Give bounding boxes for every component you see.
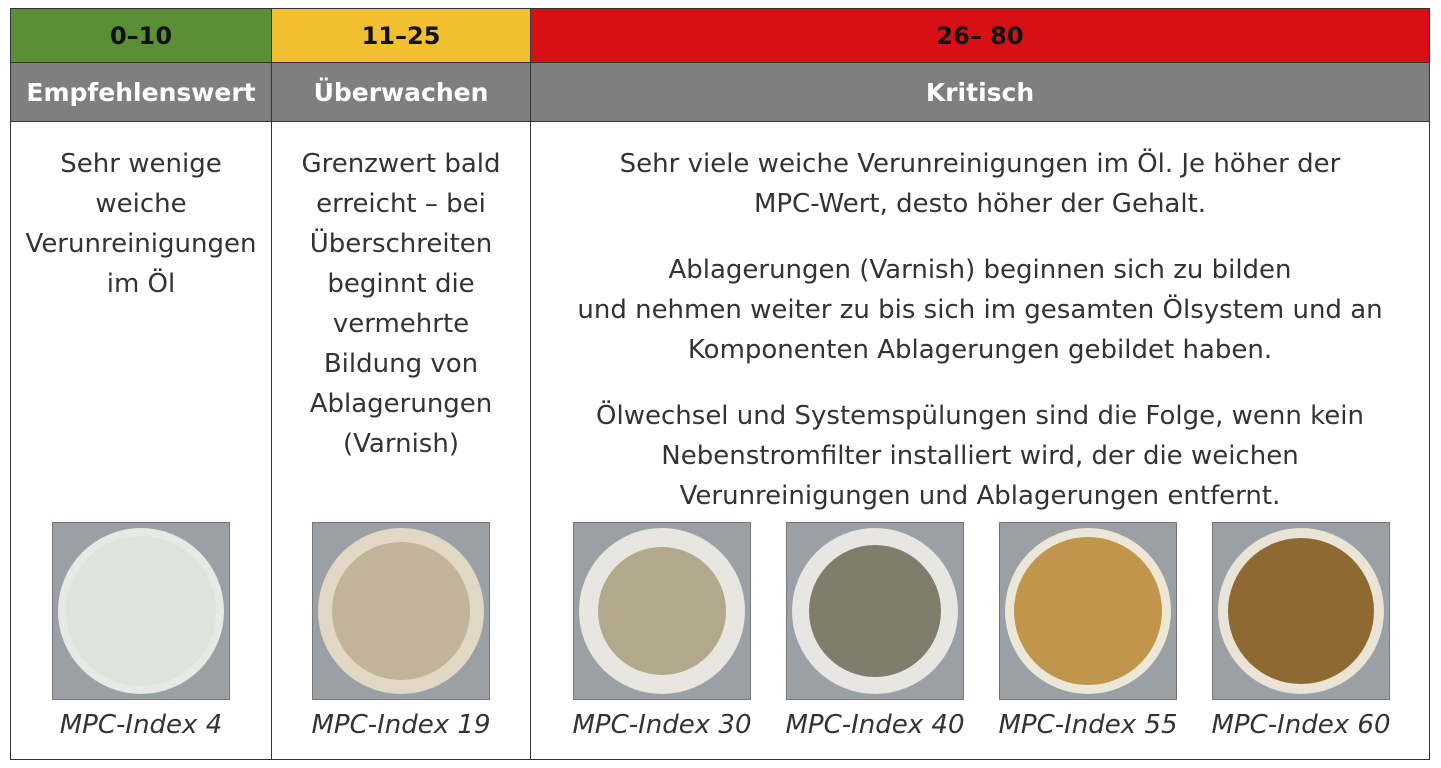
desc-paragraph	[531, 250, 1429, 370]
filter-ring	[58, 528, 224, 694]
sample-caption: MPC-Index 40	[785, 710, 965, 740]
sample-image	[312, 522, 490, 700]
desc-line: (Varnish)	[343, 429, 459, 459]
description-low	[11, 144, 271, 304]
range-row	[11, 9, 1429, 63]
desc-line: im Öl	[106, 269, 176, 299]
sample-caption: MPC-Index 19	[311, 710, 491, 740]
filter-ring	[579, 528, 745, 694]
sample-caption: MPC-Index 4	[59, 710, 223, 740]
desc-paragraph	[531, 396, 1429, 516]
range-label: 0–10	[109, 21, 173, 50]
description-mid	[272, 144, 530, 464]
sample-image	[999, 522, 1177, 700]
range-cell-high	[531, 9, 1429, 62]
status-label: Überwachen	[313, 77, 489, 107]
filter-ring	[1218, 528, 1384, 694]
desc-line: und nehmen weiter zu bis sich im gesamten Ölsystem und an	[577, 295, 1383, 325]
desc-line: Grenzwert bald	[301, 149, 501, 179]
body-cell-low	[11, 122, 272, 759]
mpc-index-table	[10, 8, 1430, 760]
filter-disc	[66, 536, 216, 686]
status-label: Empfehlenswert	[26, 77, 256, 107]
filter-ring	[792, 528, 958, 694]
sample-image	[786, 522, 964, 700]
desc-line: Überschreiten	[309, 229, 493, 259]
status-label-recommended	[11, 63, 272, 121]
desc-line: Sehr wenige	[60, 149, 222, 179]
body-row	[11, 122, 1429, 759]
sample-caption: MPC-Index 60	[1211, 710, 1391, 740]
description-high	[531, 144, 1429, 516]
desc-line: MPC-Wert, desto höher der Gehalt.	[753, 189, 1207, 219]
range-label: 11–25	[361, 21, 441, 50]
filter-disc	[598, 547, 726, 675]
desc-line: weiche	[95, 189, 187, 219]
range-cell-mid	[272, 9, 531, 62]
desc-line: Bildung von	[323, 349, 479, 379]
desc-paragraph	[531, 144, 1429, 224]
desc-line: erreicht – bei	[316, 189, 486, 219]
sample-image	[573, 522, 751, 700]
filter-disc	[332, 542, 470, 680]
desc-line: Ablagerungen (Varnish) beginnen sich zu bilden	[668, 255, 1292, 285]
desc-line: Sehr viele weiche Verunreinigungen im Öl. Je höher der	[619, 149, 1341, 179]
desc-line: Verunreinigungen	[25, 229, 257, 259]
body-cell-high	[531, 122, 1429, 759]
desc-line: Verunreinigungen und Ablagerungen entfernt.	[679, 481, 1281, 511]
filter-disc	[1014, 537, 1162, 685]
status-label-row	[11, 63, 1429, 122]
desc-line: Ablagerungen	[309, 389, 493, 419]
sample-caption: MPC-Index 55	[998, 710, 1178, 740]
body-cell-mid	[272, 122, 531, 759]
sample-image	[52, 522, 230, 700]
desc-line: Ölwechsel und Systemspülungen sind die Folge, wenn kein	[596, 401, 1364, 431]
range-cell-low	[11, 9, 272, 62]
filter-disc	[1228, 538, 1374, 684]
sample-image	[1212, 522, 1390, 700]
sample-caption: MPC-Index 30	[572, 710, 752, 740]
desc-line: Komponenten Ablagerungen gebildet haben.	[687, 335, 1273, 365]
status-label-monitor	[272, 63, 531, 121]
status-label-critical	[531, 63, 1429, 121]
desc-line: Nebenstromfilter installiert wird, der die weichen	[661, 441, 1299, 471]
filter-ring	[318, 528, 484, 694]
desc-line: beginnt die	[327, 269, 475, 299]
filter-disc	[809, 545, 941, 677]
desc-line: vermehrte	[332, 309, 470, 339]
filter-ring	[1005, 528, 1171, 694]
range-label: 26– 80	[936, 21, 1024, 50]
status-label: Kritisch	[925, 77, 1035, 107]
